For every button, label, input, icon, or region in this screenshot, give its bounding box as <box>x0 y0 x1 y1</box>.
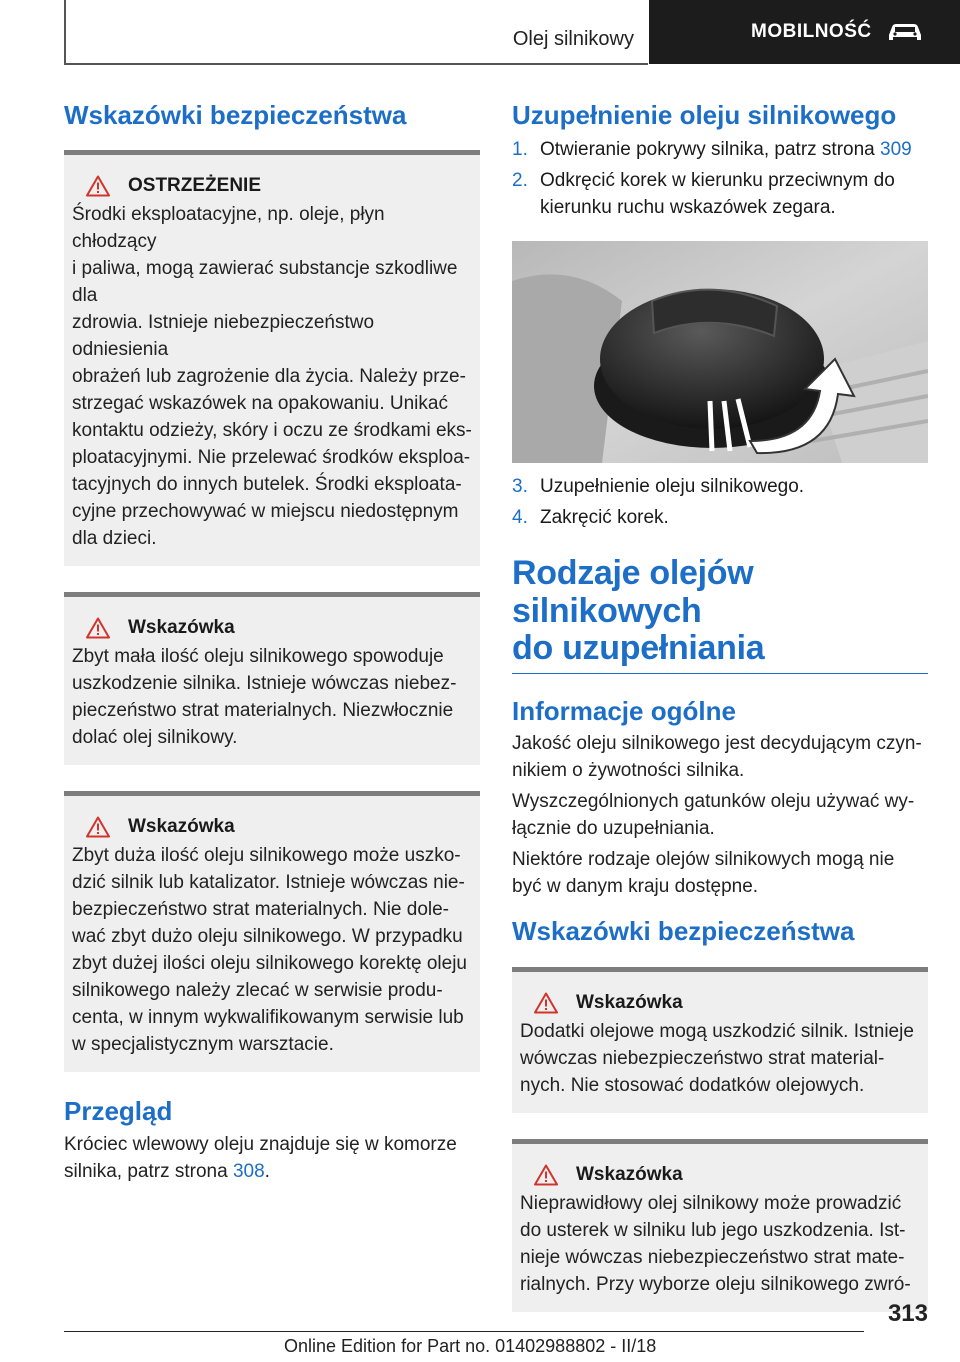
footer-edition: Online Edition for Part no. 01402988802 - II/18 <box>284 1336 657 1356</box>
header-bottom-rule <box>64 63 648 65</box>
warning-triangle-icon <box>86 816 110 838</box>
car-icon <box>886 21 924 43</box>
right-column <box>512 100 928 1312</box>
section-tab-label: MOBILNOŚĆ <box>751 21 872 42</box>
warning-box <box>64 150 480 566</box>
note-box-header <box>518 992 922 1014</box>
oil-cap-photo <box>512 241 928 463</box>
note-box-text: Zbyt mała ilość oleju silnikowego spowoduje uszkodzenie silnika. Istnieje wówczas niebez- pieczeństwo strat materialnych. Niezwłocznie dolać olej silnikowy. <box>72 646 457 749</box>
warning-box-text: Środki eksploatacyjne, np. oleje, płyn chłodzący i paliwa, mogą zawierać substancje szkodliwe dla zdrowia. Istnieje niebezpieczeństwo odniesienia obrażeń lub zagrożenie dla życia. Należy prze- strzegać wskazówek na opakowaniu. Unikać kontaktu odzieży, skóry i oczu ze środkami eks- ploatacyjnymi. Nie przelewać środków eksploa- tacyjnych do innych butelek. Środki eksploata- cyjne przechowywać w miejscu niedostępnym dla dzieci. <box>72 204 472 550</box>
header-left-rule <box>64 0 66 64</box>
warning-box-header <box>70 175 474 197</box>
safety-heading-right: Wskazówki bezpieczeństwa <box>512 915 855 946</box>
left-column <box>64 100 480 1185</box>
note-box-too-much-oil <box>64 791 480 1072</box>
general-info-text: Jakość oleju silnikowego jest decydującym czyn- nikiem o żywotności silnika. Wyszczególnionych gatunków oleju używać wy- łącznie do uzupełniania. Niektóre rodzaje olejów silnikowych mogą nie być w danym kraju dostępne. <box>512 732 922 897</box>
oil-types-heading: Rodzaje olejów silnikowych do uzupełniania <box>512 555 928 674</box>
refill-heading: Uzupełnienie oleju silnikowego <box>512 100 897 130</box>
list-item: 2. Odkręcić korek w kierunku przeciwnym do kierunku ruchu wskazówek zegara. <box>512 170 895 219</box>
page-number: 313 <box>887 1300 928 1327</box>
note-box-header <box>70 617 474 639</box>
note-box-title: Wskazówka <box>576 1163 683 1185</box>
warning-triangle-icon <box>86 175 110 197</box>
oil-cap-illustration <box>512 241 928 463</box>
note-box-title: Wskazówka <box>128 816 235 838</box>
page-link-309[interactable]: 309 <box>880 139 912 161</box>
note-box-header <box>70 816 474 838</box>
safety-heading-left: Wskazówki bezpieczeństwa <box>64 100 407 130</box>
warning-triangle-icon <box>86 617 110 639</box>
note-box-text: Nieprawidłowy olej silnikowy może prowadzić do usterek w silniku lub jego uszkodzenia. Ist- nieje wówczas niebezpieczeństwo strat mate- rialnych. Przy wyborze oleju silnikowego zwró- <box>520 1192 911 1295</box>
note-box-wrong-oil <box>512 1139 928 1312</box>
general-info-heading: Informacje ogólne <box>512 696 736 727</box>
chapter-title: Olej silnikowy <box>512 28 634 50</box>
note-box-additives <box>512 967 928 1113</box>
page-link-308[interactable]: 308 <box>232 1161 265 1183</box>
section-tab[interactable] <box>649 0 960 64</box>
note-box-text: Dodatki olejowe mogą uszkodzić silnik. Istnieje wówczas niebezpieczeństwo strat material- nych. Nie stosować dodatków olejowych. <box>520 1020 914 1096</box>
overview-text: Króciec wlewowy oleju znajduje się w komorze silnika, patrz strona 308. <box>64 1134 457 1183</box>
note-box-low-oil <box>64 592 480 765</box>
list-item: 1. Otwieranie pokrywy silnika, patrz strona 309 <box>512 139 912 161</box>
note-box-header <box>518 1164 922 1186</box>
note-box-text: Zbyt duża ilość oleju silnikowego może uszko- dzić silnik lub katalizator. Istnieje wówczas nie- bezpieczeństwo strat materialnych. Nie dole- wać zbyt dużo oleju silnikowego. W przypadku zbyt dużej ilości oleju silnikowego korektę oleju silnikowego należy zlecać w serwisie produ- centa, w innym wykwalifikowanym serwisie lub w specjalistycznym warsztacie. <box>72 845 467 1056</box>
overview-heading: Przegląd <box>64 1096 173 1127</box>
note-box-title: Wskazówka <box>576 991 683 1013</box>
list-item: 4. Zakręcić korek. <box>512 507 669 529</box>
warning-triangle-icon <box>534 992 558 1014</box>
footer-rule <box>64 1331 864 1332</box>
steps-list-b <box>512 473 928 531</box>
warning-triangle-icon <box>534 1164 558 1186</box>
note-box-title: Wskazówka <box>128 617 235 639</box>
warning-box-title: OSTRZEŻENIE <box>128 175 262 197</box>
list-item: 3. Uzupełnienie oleju silnikowego. <box>512 476 805 498</box>
steps-list-a <box>512 136 928 221</box>
